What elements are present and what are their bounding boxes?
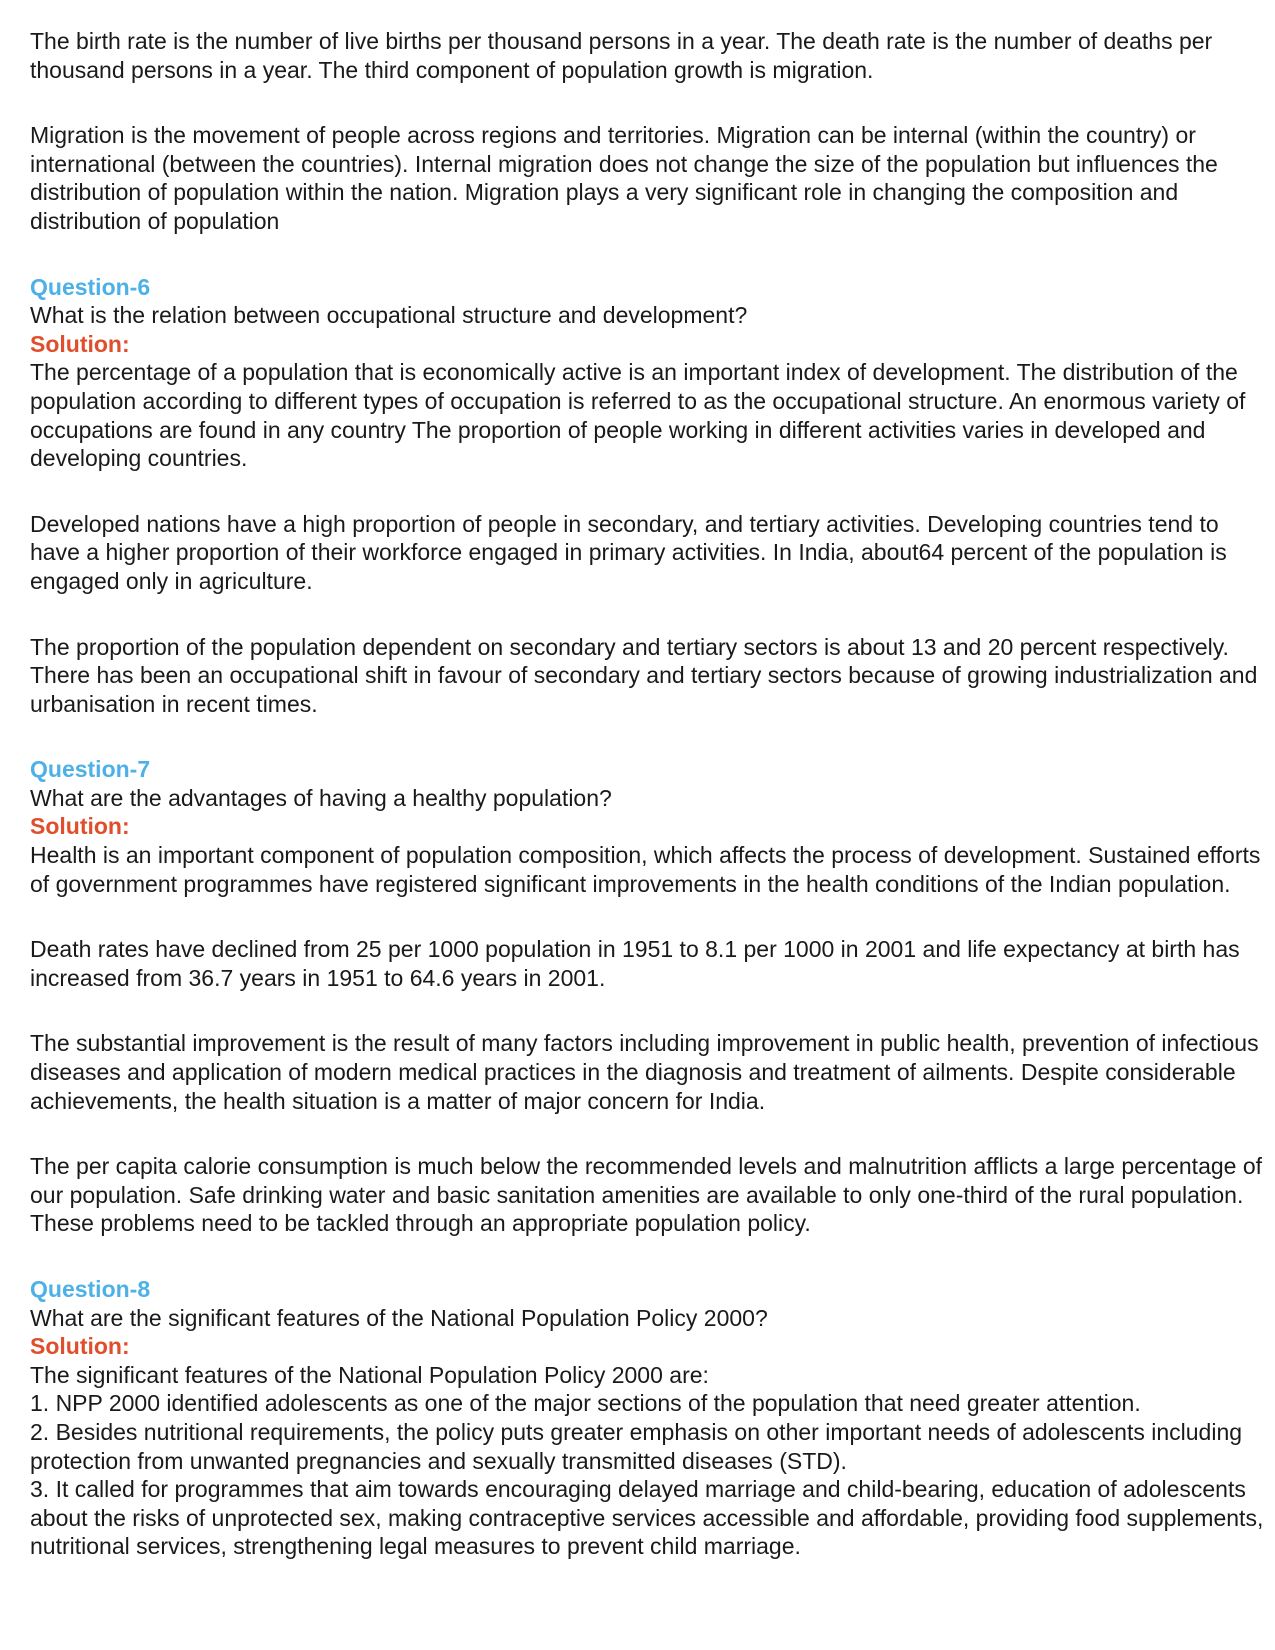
solution-paragraph: The per capita calorie consumption is much below the recommended levels and malnutrition afflicts a large percentage of our population. Safe drinking water and basic sanitation amenities are available to only one-third of the rural population. These problems need to be tackled through an appropriate population policy.: [30, 1153, 1263, 1237]
solution-paragraph: Developed nations have a high proportion of people in secondary, and tertiary activities. Developing countries tend to have a higher proportion of their workforce engaged in primary activities. In India, about64 percent of the population is engaged only in agriculture.: [30, 510, 1227, 594]
question-7-block: [30, 755, 1265, 1238]
document-page: [30, 27, 1265, 1561]
solution-paragraph: The percentage of a population that is economically active is an important index of development. The distribution of the population according to different types of occupation is referred to as the occupational structure. An enormous variety of occupations are found in any country The proportion of people working in different activities varies in developed and developing countries.: [30, 359, 1246, 472]
question-text: What are the significant features of the National Population Policy 2000?: [30, 1304, 768, 1331]
question-8-block: [30, 1275, 1265, 1561]
solution-label: Solution:: [30, 813, 130, 840]
solution-paragraph: The substantial improvement is the result of many factors including improvement in public health, prevention of infectious diseases and application of modern medical practices in the diagnosis and treatment of ailments. Despite considerable achievements, the health situation is a matter of major concern for India.: [30, 1030, 1259, 1114]
intro-paragraph: The birth rate is the number of live births per thousand persons in a year. The death rate is the number of deaths per thousand persons in a year. The third component of population growth is migration.: [30, 28, 1213, 83]
question-heading: Question-8: [30, 1276, 151, 1302]
solution-intro-line: The significant features of the National Population Policy 2000 are:: [30, 1361, 709, 1388]
question-heading: Question-7: [30, 756, 151, 783]
intro-paragraph: Migration is the movement of people across regions and territories. Migration can be internal (within the country) or international (between the countries). Internal migration does not change the size of the population but influences the distribution of population within the nation. Migration plays a very significant role in changing the composition and distribution of population: [30, 122, 1218, 234]
solution-label: Solution:: [30, 1333, 130, 1360]
solution-paragraph: The proportion of the population dependent on secondary and tertiary sectors is about 13 and 20 percent respectively. There has been an occupational shift in favour of secondary and tertiary sectors because of growing industrialization and urbanisation in recent times.: [30, 633, 1258, 717]
solution-paragraph: Death rates have declined from 25 per 1000 population in 1951 to 8.1 per 1000 in 2001 and life expectancy at birth has increased from 36.7 years in 1951 to 64.6 years in 2001.: [30, 936, 1240, 991]
question-heading: Question-6: [30, 273, 151, 300]
feature-list-item: 2. Besides nutritional requirements, the policy puts greater emphasis on other important needs of adolescents including protection from unwanted pregnancies and sexually transmitted diseases (STD).: [30, 1418, 1243, 1474]
question-text: What is the relation between occupational structure and development?: [30, 302, 748, 329]
feature-list-item: 1. NPP 2000 identified adolescents as one of the major sections of the population that need greater attention.: [30, 1390, 1141, 1417]
question-6-block: [30, 273, 1265, 719]
question-text: What are the advantages of having a healthy population?: [30, 784, 612, 811]
solution-label: Solution:: [30, 330, 130, 357]
solution-paragraph: Health is an important component of population composition, which affects the process of development. Sustained efforts of government programmes have registered significant improvements in the health conditions of the Indian population.: [30, 842, 1261, 897]
feature-list-item: 3. It called for programmes that aim towards encouraging delayed marriage and child-bearing, education of adolescents about the risks of unprotected sex, making contraceptive services accessible and affordable, providing food supplements, nutritional services, strengthening legal measures to prevent child marriage.: [30, 1476, 1264, 1560]
